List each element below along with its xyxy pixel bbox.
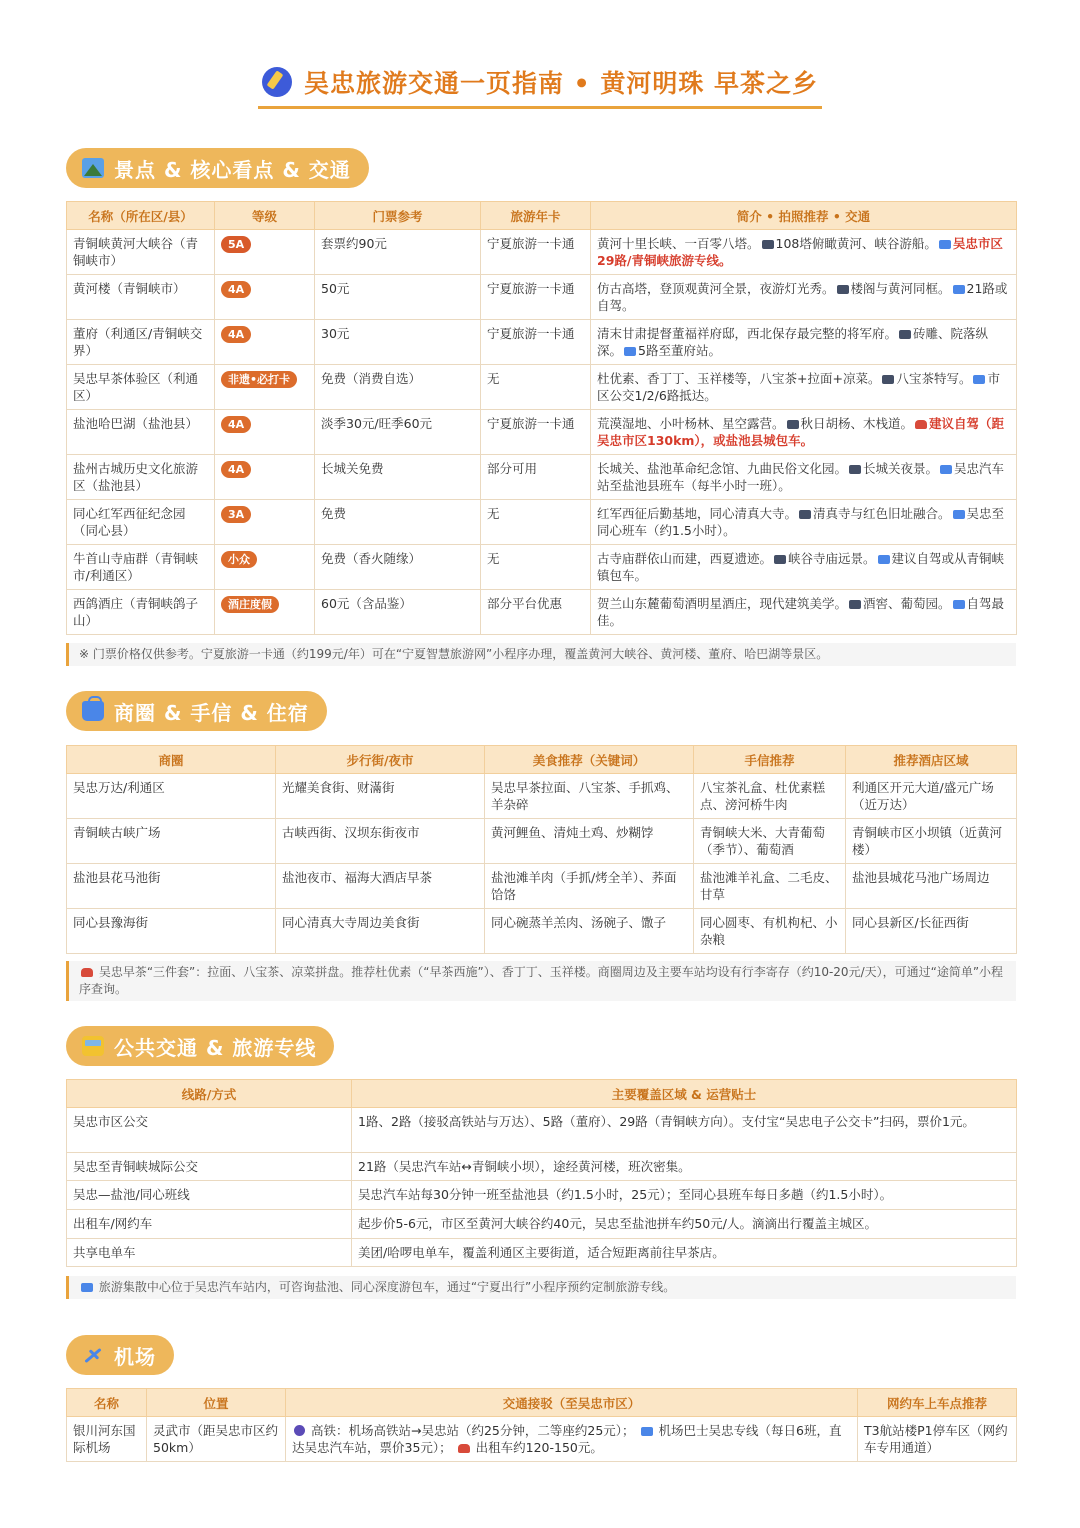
ticket-price: 淡季30元/旺季60元 [315,410,481,455]
transit-table [66,1079,1017,1267]
level-cell [215,230,315,275]
table-row [67,1239,1017,1267]
transit-mode: 吴忠—盐池/同心班线 [67,1181,352,1210]
attraction-name: 同心红军西征纪念园（同心县） [67,500,215,545]
transit-mode: 吴忠市区公交 [67,1108,352,1153]
photo-tip: 八宝茶特写。 [896,371,972,386]
table-row [67,774,1017,819]
attraction-name: 黄河楼（青铜峡市） [67,275,215,320]
transit-details: 吴忠汽车站每30分钟一班至盐池县（约1.5小时，25元）；至同心县班车每日多趟（约1.5小时）。 [352,1181,1017,1210]
level-badge: 4A [221,281,251,298]
transport-tip: 5路至董府站。 [638,343,721,358]
table-row [67,1108,1017,1153]
column-header: 商圈 [67,746,276,774]
bus-icon [624,347,636,356]
district-name: 同心县豫海街 [67,909,276,954]
travel-card: 部分可用 [481,455,591,500]
attraction-name: 牛首山寺庙群（青铜峡市/利通区） [67,545,215,590]
level-cell [215,410,315,455]
bus-icon [940,465,952,474]
description-cell [591,365,1017,410]
hotel-area: 利通区开元大道/盛元广场（近万达） [846,774,1017,819]
section-title: 景点 & 核心看点 & 交通 [114,157,351,182]
section-header-attractions [66,148,369,188]
description-text: 黄河十里长峡、一百零八塔。 [597,236,760,251]
travel-card: 无 [481,545,591,590]
level-cell [215,545,315,590]
column-header: 门票参考 [315,202,481,230]
section-header-shopping [66,691,327,731]
night-market: 盐池夜市、福海大酒店早茶 [276,864,485,909]
airplane-icon [82,1345,104,1365]
travel-card: 宁夏旅游一卡通 [481,275,591,320]
column-header: 手信推荐 [694,746,846,774]
level-cell [215,500,315,545]
section-header-airport [66,1335,174,1375]
transit-mode: 共享电单车 [67,1239,352,1267]
table-header-row [67,202,1017,230]
souvenirs: 盐池滩羊礼盒、二毛皮、甘草 [694,864,846,909]
hotel-area: 青铜峡市区小坝镇（近黄河楼） [846,819,1017,864]
attraction-name: 董府（利通区/青铜峡交界） [67,320,215,365]
camera-icon [849,465,861,474]
transfer-bus: 机场巴士吴忠专线（每日6班，直达吴忠汽车站，票价35元）； [292,1423,842,1455]
level-badge: 4A [221,326,251,343]
transport-tip: 吴忠汽车站至盐池县班车（每半小时一班）。 [597,461,1005,493]
description-text: 红军西征后勤基地，同心清真大寺。 [597,506,798,521]
table-row [67,819,1017,864]
attraction-name: 盐州古城历史文化旅游区（盐池县） [67,455,215,500]
hotel-area: 盐池县城花马池广场周边 [846,864,1017,909]
table-row [67,410,1017,455]
level-cell [215,275,315,320]
transport-highlight: 建议自驾（距吴忠市区130km），或盐池县城包车。 [597,416,1005,448]
description-cell [591,275,1017,320]
camera-icon [799,510,811,519]
district-name: 青铜峡古峡广场 [67,819,276,864]
shopping-table [66,745,1017,954]
bus-icon [973,375,985,384]
transit-details: 1路、2路（接驳高铁站与万达）、5路（董府）、29路（青铜峡方向）。支付宝“吴忠电子公交卡”扫码，票价1元。 [352,1108,1017,1153]
travel-card: 无 [481,500,591,545]
ticket-price: 60元（含品鉴） [315,590,481,635]
food-keywords: 盐池滩羊肉（手抓/烤全羊）、荞面饸饹 [485,864,694,909]
table-row [67,1210,1017,1239]
bus-icon [878,555,890,564]
photo-tip: 清真寺与红色旧址融合。 [813,506,951,521]
note-text: ※ 门票价格仅供参考。宁夏旅游一卡通（约199元/年）可在“宁夏智慧旅游网”小程序办理，覆盖黄河大峡谷、黄河楼、董府、哈巴湖等景区。 [79,647,829,661]
level-badge: 3A [221,506,251,523]
travel-card: 宁夏旅游一卡通 [481,230,591,275]
photo-tip: 长城关夜景。 [863,461,939,476]
night-market: 光耀美食街、财滿街 [276,774,485,819]
bus-icon [81,1283,93,1292]
ticket-price: 免费 [315,500,481,545]
table-row [67,909,1017,954]
table-row [67,275,1017,320]
table-row [67,230,1017,275]
level-badge: 非遗•必打卡 [221,371,297,388]
section-title: 公共交通 & 旅游专线 [114,1035,317,1060]
ticket-price: 免费（消费自选） [315,365,481,410]
description-cell [591,590,1017,635]
photo-tip: 楼阁与黄河同框。 [850,281,951,296]
tea-cup-icon [81,968,93,977]
pen-icon [262,67,292,97]
column-header: 线路/方式 [67,1080,352,1108]
airport-table [66,1388,1017,1462]
level-cell [215,365,315,410]
transport-tip: 建议自驾或从青铜峡镇包车。 [597,551,1005,583]
transport-tip: 21路或自驾。 [597,281,1008,313]
transport-tip: 市区公交1/2/6路抵达。 [597,371,1000,403]
level-cell [215,455,315,500]
column-header: 等级 [215,202,315,230]
level-cell [215,320,315,365]
camera-icon [849,600,861,609]
table-row [67,590,1017,635]
bus-icon [953,510,965,519]
camera-icon [899,330,911,339]
column-header: 推荐酒店区域 [846,746,1017,774]
note-text: 旅游集散中心位于吴忠汽车站内，可咨询盐池、同心深度游包车，通过“宁夏出行”小程序预约定制旅游专线。 [98,1280,676,1294]
bus-icon [82,1036,104,1056]
column-header: 名称（所在区/县） [67,202,215,230]
district-name: 盐池县花马池街 [67,864,276,909]
bus-icon [641,1427,653,1436]
travel-card: 无 [481,365,591,410]
description-cell [591,500,1017,545]
transit-details: 起步价5-6元，市区至黄河大峡谷约40元，吴忠至盐池拼车约50元/人。滴滴出行覆盖主城区。 [352,1210,1017,1239]
district-name: 吴忠万达/利通区 [67,774,276,819]
description-text: 仿古高塔，登顶观黄河全景，夜游灯光秀。 [597,281,835,296]
photo-tip: 秋日胡杨、木栈道。 [800,416,914,431]
transfer-taxi: 出租车约120-150元。 [475,1440,603,1455]
table-row [67,1153,1017,1181]
attraction-name: 盐池哈巴湖（盐池县） [67,410,215,455]
level-badge: 4A [221,461,251,478]
table-header-row [67,1080,1017,1108]
attraction-name: 吴忠早茶体验区（利通区） [67,365,215,410]
airport-pickup: T3航站楼P1停车区（网约车专用通道） [858,1417,1017,1462]
transit-mode: 出租车/网约车 [67,1210,352,1239]
ticket-price: 免费（香火随缘） [315,545,481,590]
table-header-row [67,1389,1017,1417]
camera-icon [787,420,799,429]
travel-card: 宁夏旅游一卡通 [481,410,591,455]
train-icon [294,1425,305,1436]
description-text: 杜优素、香丁丁、玉祥楼等，八宝茶+拉面+凉菜。 [597,371,881,386]
night-market: 同心清真大寺周边美食街 [276,909,485,954]
transfer-rail: 高铁：机场高铁站→吴忠站（约25分钟，二等座约25元）； [310,1423,635,1438]
attraction-name: 西鸽酒庄（青铜峡鸽子山） [67,590,215,635]
section-title: 机场 [114,1344,156,1369]
note-text: 吴忠早茶“三件套”：拉面、八宝茶、凉菜拼盘。推荐杜优素（“早茶西施”）、香丁丁、玉祥楼。商圈周边及主要车站均设有行李寄存（约10-20元/天），可通过“途简单”小程序查询。 [79,965,1004,996]
table-row [67,455,1017,500]
table-row [67,320,1017,365]
photo-tip: 砖雕、院落纵深。 [597,326,989,358]
airport-location: 灵武市（距吴忠市区约50km） [147,1417,286,1462]
photo-tip: 峡谷寺庙远景。 [788,551,876,566]
souvenirs: 青铜峡大米、大青葡萄（季节）、葡萄酒 [694,819,846,864]
mountain-icon [82,158,104,178]
car-icon [915,420,927,429]
travel-card: 部分平台优惠 [481,590,591,635]
description-cell [591,545,1017,590]
level-badge: 5A [221,236,251,253]
level-badge: 酒庄度假 [221,596,279,613]
table-row [67,365,1017,410]
camera-icon [837,285,849,294]
level-cell [215,590,315,635]
ticket-price: 长城关免费 [315,455,481,500]
section-header-transit [66,1026,334,1066]
level-badge: 小众 [221,551,257,568]
night-market: 古峡西街、汉坝东街夜市 [276,819,485,864]
souvenirs: 同心圆枣、有机枸杞、小杂粮 [694,909,846,954]
food-keywords: 吴忠早茶拉面、八宝茶、手抓鸡、羊杂碎 [485,774,694,819]
bus-icon [953,285,965,294]
description-cell [591,410,1017,455]
table-row [67,500,1017,545]
description-text: 清末甘肃提督董福祥府邸，西北保存最完整的将军府。 [597,326,898,341]
food-keywords: 同心碗蒸羊羔肉、汤碗子、馓子 [485,909,694,954]
transit-note [66,1276,1016,1299]
ticket-price: 套票约90元 [315,230,481,275]
camera-icon [762,240,774,249]
column-header: 旅游年卡 [481,202,591,230]
photo-tip: 酒窖、葡萄园。 [863,596,951,611]
ticket-price: 30元 [315,320,481,365]
shopping-note [66,961,1016,1001]
table-row [67,1417,1017,1462]
hotel-area: 同心县新区/长征西街 [846,909,1017,954]
souvenirs: 八宝茶礼盒、杜优素糕点、滂河桥牛肉 [694,774,846,819]
column-header: 步行街/夜市 [276,746,485,774]
column-header: 网约车上车点推荐 [858,1389,1017,1417]
description-cell [591,320,1017,365]
transport-tip: 自驾最佳。 [597,596,1005,628]
description-cell [591,455,1017,500]
camera-icon [774,555,786,564]
travel-card: 宁夏旅游一卡通 [481,320,591,365]
table-row [67,545,1017,590]
transport-highlight: 吴忠市区29路/青铜峡旅游专线。 [597,236,1003,268]
table-row [67,864,1017,909]
attraction-name: 青铜峡黄河大峡谷（青铜峡市） [67,230,215,275]
description-text: 古寺庙群依山而建，西夏遗迹。 [597,551,773,566]
description-text: 贺兰山东麓葡萄酒明星酒庄，现代建筑美学。 [597,596,848,611]
page-title-bar [258,64,822,109]
column-header: 名称 [67,1389,147,1417]
attractions-note [66,643,1016,666]
description-text: 荒漠湿地、小叶杨林、星空露营。 [597,416,785,431]
food-keywords: 黄河鲤鱼、清炖土鸡、炒糊饽 [485,819,694,864]
description-text: 长城关、盐池革命纪念馆、九曲民俗文化园。 [597,461,848,476]
page-title: 吴忠旅游交通一页指南 • 黄河明珠 早茶之乡 [303,69,819,98]
attractions-table [66,201,1017,635]
section-title: 商圈 & 手信 & 住宿 [114,700,309,725]
transport-tip: 吴忠至同心班车（约1.5小时）。 [597,506,1005,538]
description-cell [591,230,1017,275]
page-title-wrap [0,64,1080,109]
bus-icon [939,240,951,249]
column-header: 简介 • 拍照推荐 • 交通 [591,202,1017,230]
column-header: 交通接驳（至吴忠市区） [286,1389,858,1417]
camera-icon [882,375,894,384]
transit-details: 21路（吴忠汽车站↔青铜峡小坝），途经黄河楼，班次密集。 [352,1153,1017,1181]
table-header-row [67,746,1017,774]
column-header: 主要覆盖区域 & 运营贴士 [352,1080,1017,1108]
photo-tip: 108塔俯瞰黄河、峡谷游船。 [775,236,937,251]
level-badge: 4A [221,416,251,433]
column-header: 位置 [147,1389,286,1417]
taxi-icon [458,1444,470,1453]
column-header: 美食推荐（关键词） [485,746,694,774]
ticket-price: 50元 [315,275,481,320]
airport-name: 银川河东国际机场 [67,1417,147,1462]
airport-transfer [286,1417,858,1462]
table-row [67,1181,1017,1210]
transit-mode: 吴忠至青铜峡城际公交 [67,1153,352,1181]
shopping-bag-icon [82,701,104,721]
transit-details: 美团/哈啰电单车，覆盖利通区主要街道，适合短距离前往早茶店。 [352,1239,1017,1267]
bus-icon [953,600,965,609]
